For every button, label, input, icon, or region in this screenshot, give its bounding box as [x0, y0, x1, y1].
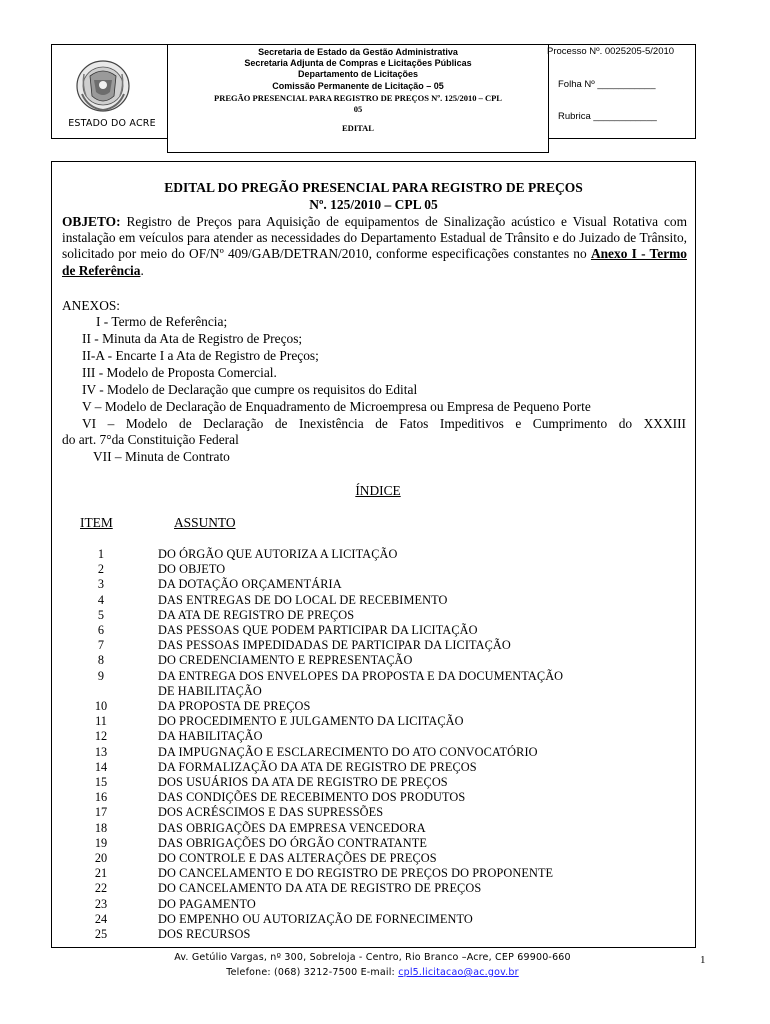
anexo-item: I - Termo de Referência; — [96, 314, 228, 329]
processo-number: Processo Nº. 0025205-5/2010 — [547, 46, 675, 57]
anexo-item: III - Modelo de Proposta Comercial. — [82, 365, 277, 380]
index-item-subject: DOS RECURSOS — [158, 927, 251, 941]
index-item-subject: DO CANCELAMENTO E DO REGISTRO DE PREÇOS DO PROPONENTE — [158, 866, 554, 881]
index-item-subject: DA IMPUGNAÇÃO E ESCLARECIMENTO DO ATO CONVOCATÓRIO — [158, 744, 538, 759]
header-edital: EDITAL — [342, 123, 374, 133]
col-item-header: ITEM — [80, 515, 113, 530]
objeto-end: . — [140, 262, 144, 278]
index-item-number: 21 — [94, 866, 108, 881]
estado-label: ESTADO DO ACRE — [68, 118, 156, 129]
index-item-number: 16 — [94, 790, 108, 805]
index-item-number: 7 — [97, 638, 105, 653]
index-item-subject: DE HABILITAÇÃO — [158, 683, 262, 698]
index-item-subject: DO EMPENHO OU AUTORIZAÇÃO DE FORNECIMENTO — [158, 911, 473, 926]
index-item-subject: DA ATA DE REGISTRO DE PREÇOS — [158, 607, 355, 622]
anexo-vi-line1: VI – Modelo de Declaração de Inexistência de Fatos Impeditivos e Cumprimento do XXXIII — [82, 416, 686, 431]
index-item-number: 11 — [95, 714, 107, 729]
footer-address: Av. Getúlio Vargas, nº 300, Sobreloja - Centro, Rio Branco –Acre, CEP 69900-660 — [174, 952, 571, 963]
index-item-number: 3 — [97, 577, 105, 592]
index-item-number: 10 — [94, 699, 108, 713]
anexo-item: IV - Modelo de Declaração que cumpre os requisitos do Edital — [82, 382, 418, 397]
anexo-vii: VII – Minuta de Contrato — [93, 449, 230, 464]
header-pregao-line1: PREGÃO PRESENCIAL PARA REGISTRO DE PREÇOS Nº. 125/2010 – CPL — [214, 93, 502, 103]
index-item-subject: DAS PESSOAS IMPEDIDADAS DE PARTICIPAR DA LICITAÇÃO — [158, 638, 511, 653]
folha-field: Folha Nº ___________ — [558, 79, 656, 90]
header-line-secretaria: Secretaria de Estado da Gestão Administrativa — [258, 47, 458, 57]
index-item-number: 8 — [97, 653, 105, 668]
index-item-number: 17 — [94, 805, 108, 820]
objeto-label: OBJETO: — [62, 214, 121, 229]
index-item-subject: DAS OBRIGAÇÕES DO ÓRGÃO CONTRATANTE — [158, 835, 427, 850]
index-item-number: 6 — [97, 623, 105, 637]
anexo-i-reference: Anexo I - Termo de Referência — [62, 246, 687, 278]
index-item-subject: DA HABILITAÇÃO — [158, 729, 263, 744]
index-item-subject: DA PROPOSTA DE PREÇOS — [158, 699, 311, 713]
index-item-number: 9 — [97, 668, 105, 683]
index-item-subject: DO PAGAMENTO — [158, 896, 256, 911]
index-item-number: 2 — [97, 562, 105, 577]
index-item-subject: DAS CONDIÇÕES DE RECEBIMENTO DOS PRODUTOS — [158, 790, 466, 805]
index-item-subject: DOS USUÁRIOS DA ATA DE REGISTRO DE PREÇOS — [158, 775, 448, 789]
index-item-subject: DA FORMALIZAÇÃO DA ATA DE REGISTRO DE PREÇOS — [158, 759, 477, 774]
index-item-number: 1 — [97, 547, 105, 561]
index-item-number: 14 — [94, 759, 108, 774]
index-item-subject: DAS PESSOAS QUE PODEM PARTICIPAR DA LICITAÇÃO — [158, 623, 478, 637]
rubrica-field: Rubrica ____________ — [558, 111, 657, 122]
document-title: EDITAL DO PREGÃO PRESENCIAL PARA REGISTRO DE PREÇOS — [164, 180, 583, 195]
index-item-number: 12 — [94, 729, 108, 744]
index-item-subject: DO PROCEDIMENTO E JULGAMENTO DA LICITAÇÃO — [158, 714, 464, 729]
index-item-subject: DA DOTAÇÃO ORÇAMENTÁRIA — [158, 577, 342, 592]
index-item-subject: DO CONTROLE E DAS ALTERAÇÕES DE PREÇOS — [158, 851, 437, 865]
anexos-label: ANEXOS: — [62, 298, 121, 313]
index-item-subject: DO CREDENCIAMENTO E REPRESENTAÇÃO — [158, 653, 413, 668]
index-item-subject: DAS ENTREGAS DE DO LOCAL DE RECEBIMENTO — [158, 592, 448, 607]
index-item-subject: DO ÓRGÃO QUE AUTORIZA A LICITAÇÃO — [158, 547, 398, 561]
anexo-item: V – Modelo de Declaração de Enquadramento de Microempresa ou Empresa de Pequeno Porte — [82, 399, 591, 414]
index-item-subject: DA ENTREGA DOS ENVELOPES DA PROPOSTA E DA DOCUMENTAÇÃO — [158, 668, 564, 683]
footer-email-link[interactable]: cpl5.licitacao@ac.gov.br — [398, 967, 519, 978]
index-item-number: 23 — [94, 896, 108, 911]
header-right-box — [548, 44, 696, 139]
header-line-comissao: Comissão Permanente de Licitação – 05 — [272, 81, 444, 91]
acre-coat-of-arms-icon — [74, 58, 132, 114]
header-line-departamento: Departamento de Licitações — [297, 69, 419, 79]
col-assunto-header: ASSUNTO — [174, 515, 236, 530]
index-item-number: 20 — [94, 851, 108, 865]
objeto-text: Registro de Preços para Aquisição de equipamentos de Sinalização acústico e Visual Rotativa com instalação em veículos para atender as necessidades do Departamento Estadual de Trânsito e do Juizado de Trânsito, solicitado por meio do OF/Nº 409/GAB/DETRAN/2010, conforme especificações constantes no — [62, 214, 687, 262]
index-item-number: 24 — [94, 911, 108, 926]
anexo-vi-line2: do art. 7°da Constituição Federal — [62, 432, 239, 447]
document-number: Nº. 125/2010 – CPL 05 — [309, 197, 438, 212]
objeto-paragraph — [62, 214, 687, 279]
index-item-number: 19 — [94, 835, 108, 850]
indice-title: ÍNDICE — [355, 483, 401, 498]
header-line-secretaria-adjunta: Secretaria Adjunta de Compras e Licitações Públicas — [244, 58, 472, 68]
index-item-number: 4 — [97, 592, 105, 607]
index-item-subject: DO OBJETO — [158, 562, 226, 577]
index-item-number: 22 — [94, 881, 108, 896]
anexo-item: II - Minuta da Ata de Registro de Preços; — [82, 331, 303, 346]
header-pregao-line2: 05 — [353, 104, 363, 114]
footer-contact — [100, 967, 645, 978]
index-item-number: 25 — [94, 927, 108, 941]
index-item-subject: DOS ACRÉSCIMOS E DAS SUPRESSÕES — [158, 805, 384, 820]
index-item-number: 18 — [94, 820, 108, 835]
footer-phone: Telefone: (068) 3212-7500 E-mail: — [226, 967, 399, 978]
index-item-subject: DAS OBRIGAÇÕES DA EMPRESA VENCEDORA — [158, 820, 426, 835]
index-item-number: 13 — [94, 744, 108, 759]
index-item-number: 15 — [94, 775, 108, 789]
anexo-item: II-A - Encarte I a Ata de Registro de Preços; — [82, 348, 319, 363]
page-number: 1 — [700, 954, 706, 966]
index-item-subject: DO CANCELAMENTO DA ATA DE REGISTRO DE PREÇOS — [158, 881, 482, 896]
index-item-number: 5 — [97, 607, 105, 622]
